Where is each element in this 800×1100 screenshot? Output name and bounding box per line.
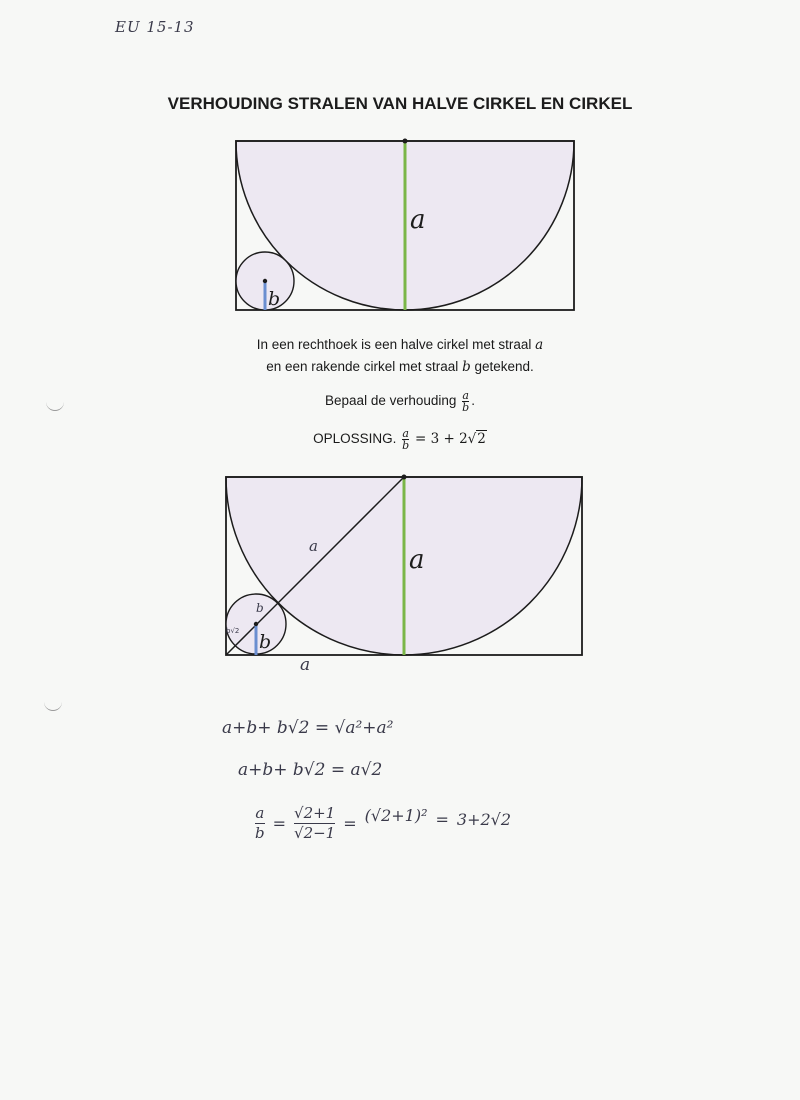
hw-fraction-a-b bbox=[255, 805, 265, 842]
solution-fraction-denominator: b bbox=[402, 439, 410, 452]
figure-1 bbox=[236, 139, 574, 311]
small-center-point-2 bbox=[254, 622, 258, 626]
task-fraction-denominator: b bbox=[462, 401, 470, 414]
small-center-point-1 bbox=[263, 279, 267, 283]
hw-squared-term: (√2+1)² bbox=[364, 806, 428, 825]
label-a-diagonal: a bbox=[309, 537, 318, 555]
hw-equals-3: = bbox=[435, 810, 449, 829]
solution-fraction-numerator: a bbox=[402, 427, 409, 440]
task-text: Bepaal de verhouding bbox=[325, 393, 457, 409]
handwritten-equation-1: a+b+ b√2 = √a²+a² bbox=[222, 718, 394, 738]
hw-fraction-sqrt-num: √2+1 bbox=[294, 804, 336, 822]
label-b-sqrt2: b√2 bbox=[226, 627, 240, 635]
hw-fraction-sqrt bbox=[294, 805, 335, 842]
label-b-2: b bbox=[259, 631, 272, 653]
hw-equals-1: = bbox=[272, 814, 287, 833]
hw-equals-2: = bbox=[343, 814, 357, 833]
label-a-bottom: a bbox=[300, 655, 311, 675]
page-title: VERHOUDING STRALEN VAN HALVE CIRKEL EN CIRKEL bbox=[167, 94, 633, 113]
solution-fraction bbox=[402, 428, 409, 451]
problem-statement bbox=[0, 334, 800, 378]
hw-fraction-sqrt-den: √2−1 bbox=[294, 824, 336, 842]
problem-line-1-text: In een rechthoek is een halve cirkel met straal bbox=[256, 337, 532, 352]
label-a-1: a bbox=[410, 205, 426, 235]
figure-2 bbox=[226, 475, 582, 676]
problem-line-2-end: getekend. bbox=[474, 359, 534, 374]
problem-line-2 bbox=[0, 356, 800, 378]
handwritten-equation-3 bbox=[255, 805, 511, 842]
variable-a: a bbox=[535, 337, 544, 353]
document-reference: EU 15-13 bbox=[115, 18, 195, 36]
task-statement bbox=[0, 390, 800, 413]
solution-sqrt-arg: 2 bbox=[477, 431, 486, 448]
solution-statement: OPLOSSING. $\frac{a}{b}$ = 3 + 2√2 bbox=[313, 427, 486, 452]
solution-label: OPLOSSING. bbox=[313, 431, 397, 447]
task-fraction-numerator: a bbox=[462, 389, 469, 402]
handwritten-equation-2: a+b+ b√2 = a√2 bbox=[238, 760, 383, 780]
task-fraction bbox=[462, 390, 469, 413]
solution-rhs: = 3 + 2 bbox=[414, 431, 468, 448]
label-a-2: a bbox=[409, 545, 425, 575]
task-end: . bbox=[471, 393, 475, 409]
center-point-2 bbox=[402, 475, 407, 480]
center-point-1 bbox=[403, 139, 408, 144]
problem-line-1 bbox=[0, 334, 800, 356]
hw-fraction-a-b-num: a bbox=[255, 804, 265, 822]
hw-result: 3+2√2 bbox=[456, 810, 512, 829]
hw-fraction-a-b-den: b bbox=[255, 824, 265, 842]
variable-b: b bbox=[462, 359, 471, 375]
label-b-small: b bbox=[256, 601, 264, 615]
problem-line-2-text: en een rakende cirkel met straal bbox=[266, 359, 459, 374]
label-b-1: b bbox=[268, 288, 281, 310]
